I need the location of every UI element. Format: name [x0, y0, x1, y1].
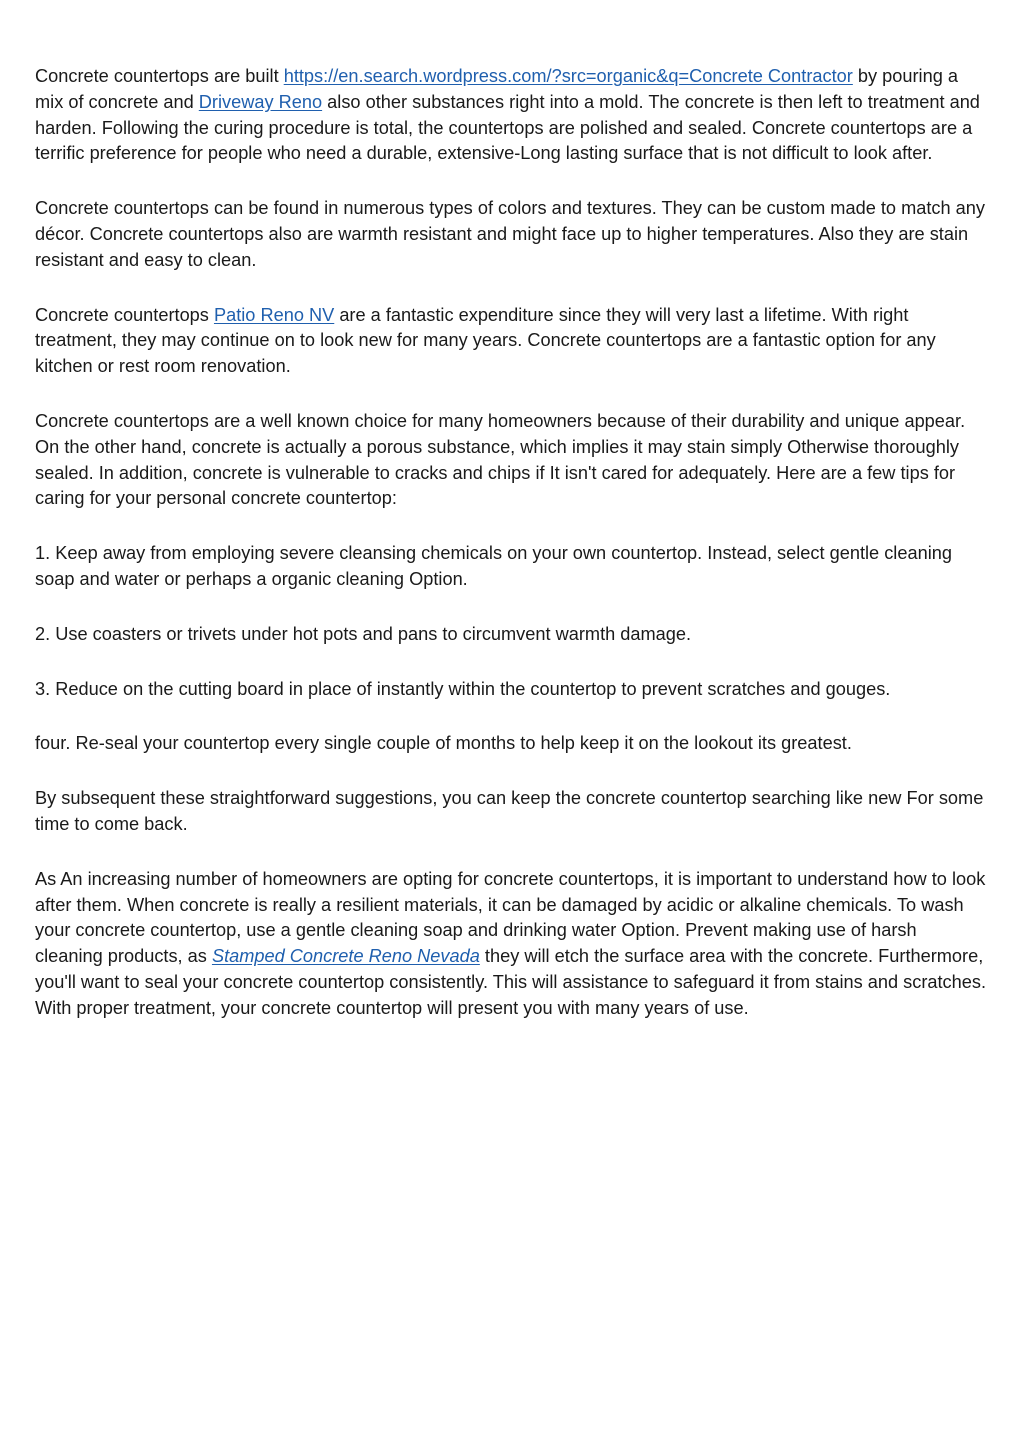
paragraph-text: they will etch the surface area with the concrete. Furthermore, you'll want to seal your concrete countertop consistently. This will assistance to safeguard it from stains and scratches. With proper treatment, your concrete countertop will present you with many years of use. [35, 946, 987, 1018]
document-body [35, 64, 989, 1051]
paragraph-4 [35, 409, 989, 512]
paragraph-1 [35, 64, 989, 167]
hyperlink[interactable]: https://en.search.wordpress.com/?src=organic&q=Concrete Contractor [283, 66, 853, 86]
paragraph-text: by pouring a mix of concrete and [35, 66, 958, 112]
paragraph-text: By subsequent these straightforward suggestions, you can keep the concrete countertop searching like new For some time to come back. [35, 788, 984, 834]
paragraph-text: As An increasing number of homeowners are opting for concrete countertops, it is important to understand how to look after them. When concrete is really a resilient materials, it can be damaged by acidic or alkaline chemicals. To wash your concrete countertop, use a gentle cleaning soap and drinking water Option. Prevent making use of harsh cleaning products, as [35, 868, 986, 967]
paragraph-text: four. Re-seal your countertop every single couple of months to help keep it on the lookout its greatest. [35, 733, 852, 754]
paragraph-8 [35, 731, 989, 757]
paragraph-text: 3. Reduce on the cutting board in place of instantly within the countertop to prevent scratches and gouges. [35, 678, 891, 699]
paragraph-text: Concrete countertops are built [35, 66, 284, 86]
paragraph-5 [35, 541, 989, 593]
hyperlink[interactable]: Stamped Concrete Reno Nevada [211, 946, 480, 967]
paragraph-text: Concrete countertops [35, 304, 214, 325]
paragraph-2 [35, 196, 989, 273]
paragraph-9 [35, 786, 989, 838]
paragraph-text: Concrete countertops are a well known choice for many homeowners because of their durability and unique appear. On the other hand, concrete is actually a porous substance, which implies it may stain simply Otherwise thoroughly sealed. In addition, concrete is vulnerable to cracks and chips if It isn't cared for adequately. Here are a few tips for caring for your personal concrete countertop: [35, 410, 966, 509]
paragraph-10 [35, 867, 989, 1022]
paragraph-6 [35, 622, 989, 648]
paragraph-3 [35, 303, 989, 380]
paragraph-text: Concrete countertops can be found in numerous types of colors and textures. They can be custom made to match any décor. Concrete countertops also are warmth resistant and might face up to higher temperatures. Also they are stain resistant and easy to clean. [35, 198, 985, 270]
paragraph-text: are a fantastic expenditure since they will very last a lifetime. With right treatment, they may continue on to look new for many years. Concrete countertops are a fantastic option for any kitchen or rest room renovation. [35, 304, 936, 377]
hyperlink[interactable]: Patio Reno NV [213, 304, 335, 325]
paragraph-text: 2. Use coasters or trivets under hot pots and pans to circumvent warmth damage. [35, 623, 692, 644]
paragraph-text: also other substances right into a mold. The concrete is then left to treatment and harden. Following the curing procedure is total, the countertops are polished and sealed. Concrete countertops are a terrific preference for people who need a durable, extensive-Long lasting surface that is not difficult to look after. [35, 91, 980, 164]
paragraph-text: 1. Keep away from employing severe cleansing chemicals on your own countertop. Instead, select gentle cleaning soap and water or perhaps a organic cleaning Option. [35, 543, 952, 589]
paragraph-7 [35, 677, 989, 703]
hyperlink[interactable]: Driveway Reno [198, 91, 323, 112]
